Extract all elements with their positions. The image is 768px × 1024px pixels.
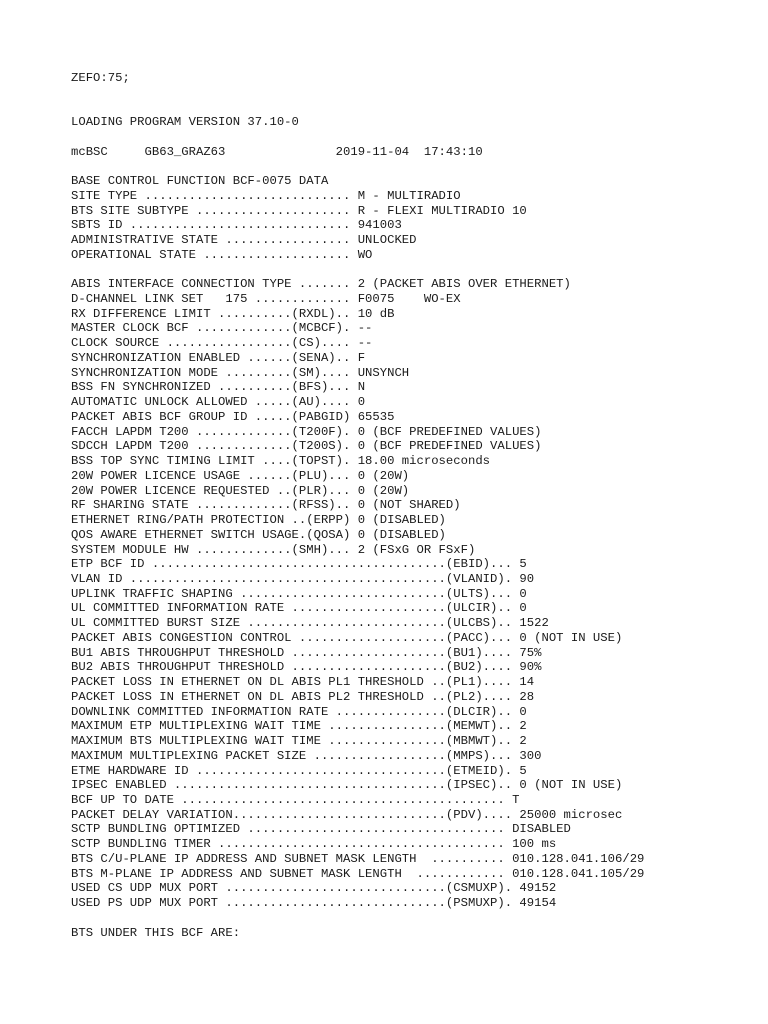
output-line: SDCCH LAPDM T200 .............(T200S). 0 (BCF PREDEFINED VALUES): [71, 439, 542, 454]
output-line: SYNCHRONIZATION MODE .........(SM).... UNSYNCH: [71, 365, 410, 380]
output-line: ETP BCF ID ........................................(EBID)... 5: [71, 557, 527, 572]
output-line: PACKET ABIS BCF GROUP ID .....(PABGID) 65535: [71, 409, 395, 424]
output-line: ETME HARDWARE ID ..................................(ETMEID). 5: [71, 763, 527, 778]
output-line: UPLINK TRAFFIC SHAPING ............................(ULTS)... 0: [71, 586, 527, 601]
output-line: BTS M-PLANE IP ADDRESS AND SUBNET MASK LENGTH ............ 010.128.041.105/29: [71, 866, 645, 881]
output-line: MAXIMUM BTS MULTIPLEXING WAIT TIME ................(MBMWT).. 2: [71, 734, 527, 749]
terminal-output: [71, 71, 644, 940]
output-line: SYSTEM MODULE HW .............(SMH)... 2 (FSxG OR FSxF): [71, 542, 476, 557]
output-line: UL COMMITTED BURST SIZE ...........................(ULCBS).. 1522: [71, 616, 549, 631]
output-line: PACKET ABIS CONGESTION CONTROL ....................(PACC)... 0 (NOT IN USE): [71, 630, 623, 645]
output-line: 20W POWER LICENCE REQUESTED ..(PLR)... 0 (20W): [71, 483, 410, 498]
output-line: BTS SITE SUBTYPE ..................... R - FLEXI MULTIRADIO 10: [71, 203, 527, 218]
output-line: [71, 86, 644, 101]
output-line: LOADING PROGRAM VERSION 37.10-0: [71, 115, 299, 130]
output-line: [71, 263, 644, 278]
output-line: SITE TYPE ............................ M - MULTIRADIO: [71, 188, 461, 203]
output-line: ABIS INTERFACE CONNECTION TYPE ....... 2 (PACKET ABIS OVER ETHERNET): [71, 277, 571, 292]
output-line: SCTP BUNDLING TIMER ....................................... 100 ms: [71, 837, 557, 852]
output-line: mcBSC GB63_GRAZ63 2019-11-04 17:43:10: [71, 144, 483, 159]
output-line: SYNCHRONIZATION ENABLED ......(SENA).. F: [71, 350, 366, 365]
output-line: SCTP BUNDLING OPTIMIZED ................................... DISABLED: [71, 822, 571, 837]
output-line: BCF UP TO DATE ............................................ T: [71, 792, 520, 807]
output-line: BU2 ABIS THROUGHPUT THRESHOLD .....................(BU2).... 90%: [71, 660, 542, 675]
output-line: [71, 130, 644, 145]
output-line: OPERATIONAL STATE .................... WO: [71, 247, 373, 262]
output-line: [71, 159, 644, 174]
output-line: BSS FN SYNCHRONIZED ..........(BFS)... N: [71, 380, 366, 395]
output-line: D-CHANNEL LINK SET 175 ............. F0075 WO-EX: [71, 292, 461, 307]
output-line: BTS C/U-PLANE IP ADDRESS AND SUBNET MASK LENGTH .......... 010.128.041.106/29: [71, 851, 645, 866]
output-line: IPSEC ENABLED .....................................(IPSEC).. 0 (NOT IN USE): [71, 778, 623, 793]
output-line: USED CS UDP MUX PORT ..............................(CSMUXP). 49152: [71, 881, 557, 896]
output-line: BSS TOP SYNC TIMING LIMIT ....(TOPST). 18.00 microseconds: [71, 454, 491, 469]
output-line: RF SHARING STATE .............(RFSS).. 0 (NOT SHARED): [71, 498, 461, 513]
output-line: UL COMMITTED INFORMATION RATE .....................(ULCIR).. 0: [71, 601, 527, 616]
output-line: ETHERNET RING/PATH PROTECTION ..(ERPP) 0 (DISABLED): [71, 513, 446, 528]
output-line: CLOCK SOURCE .................(CS).... --: [71, 336, 373, 351]
output-line: DOWNLINK COMMITTED INFORMATION RATE ...............(DLCIR).. 0: [71, 704, 527, 719]
output-line: FACCH LAPDM T200 .............(T200F). 0 (BCF PREDEFINED VALUES): [71, 424, 542, 439]
output-line: MASTER CLOCK BCF .............(MCBCF). --: [71, 321, 373, 336]
output-line: SBTS ID .............................. 941003: [71, 218, 402, 233]
output-line: [71, 911, 644, 926]
output-line: PACKET LOSS IN ETHERNET ON DL ABIS PL2 THRESHOLD ..(PL2).... 28: [71, 689, 535, 704]
output-line: USED PS UDP MUX PORT ..............................(PSMUXP). 49154: [71, 896, 557, 911]
output-line: BU1 ABIS THROUGHPUT THRESHOLD .....................(BU1).... 75%: [71, 645, 542, 660]
output-line: BASE CONTROL FUNCTION BCF-0075 DATA: [71, 174, 329, 189]
output-line: MAXIMUM MULTIPLEXING PACKET SIZE ..................(MMPS)... 300: [71, 748, 542, 763]
output-line: AUTOMATIC UNLOCK ALLOWED .....(AU).... 0: [71, 395, 366, 410]
output-line: QOS AWARE ETHERNET SWITCH USAGE.(QOSA) 0 (DISABLED): [71, 527, 446, 542]
output-line: 20W POWER LICENCE USAGE ......(PLU)... 0 (20W): [71, 468, 410, 483]
output-line: PACKET LOSS IN ETHERNET ON DL ABIS PL1 THRESHOLD ..(PL1).... 14: [71, 675, 535, 690]
output-line: RX DIFFERENCE LIMIT ..........(RXDL).. 10 dB: [71, 306, 395, 321]
output-line: MAXIMUM ETP MULTIPLEXING WAIT TIME ................(MEMWT).. 2: [71, 719, 527, 734]
output-line: ZEFO:75;: [71, 71, 130, 85]
output-line: VLAN ID ...........................................(VLANID). 90: [71, 571, 535, 586]
output-line: PACKET DELAY VARIATION.............................(PDV).... 25000 microsec: [71, 807, 623, 822]
output-line: [71, 100, 644, 115]
output-line: ADMINISTRATIVE STATE ................. UNLOCKED: [71, 233, 417, 248]
output-line: BTS UNDER THIS BCF ARE:: [71, 925, 241, 940]
